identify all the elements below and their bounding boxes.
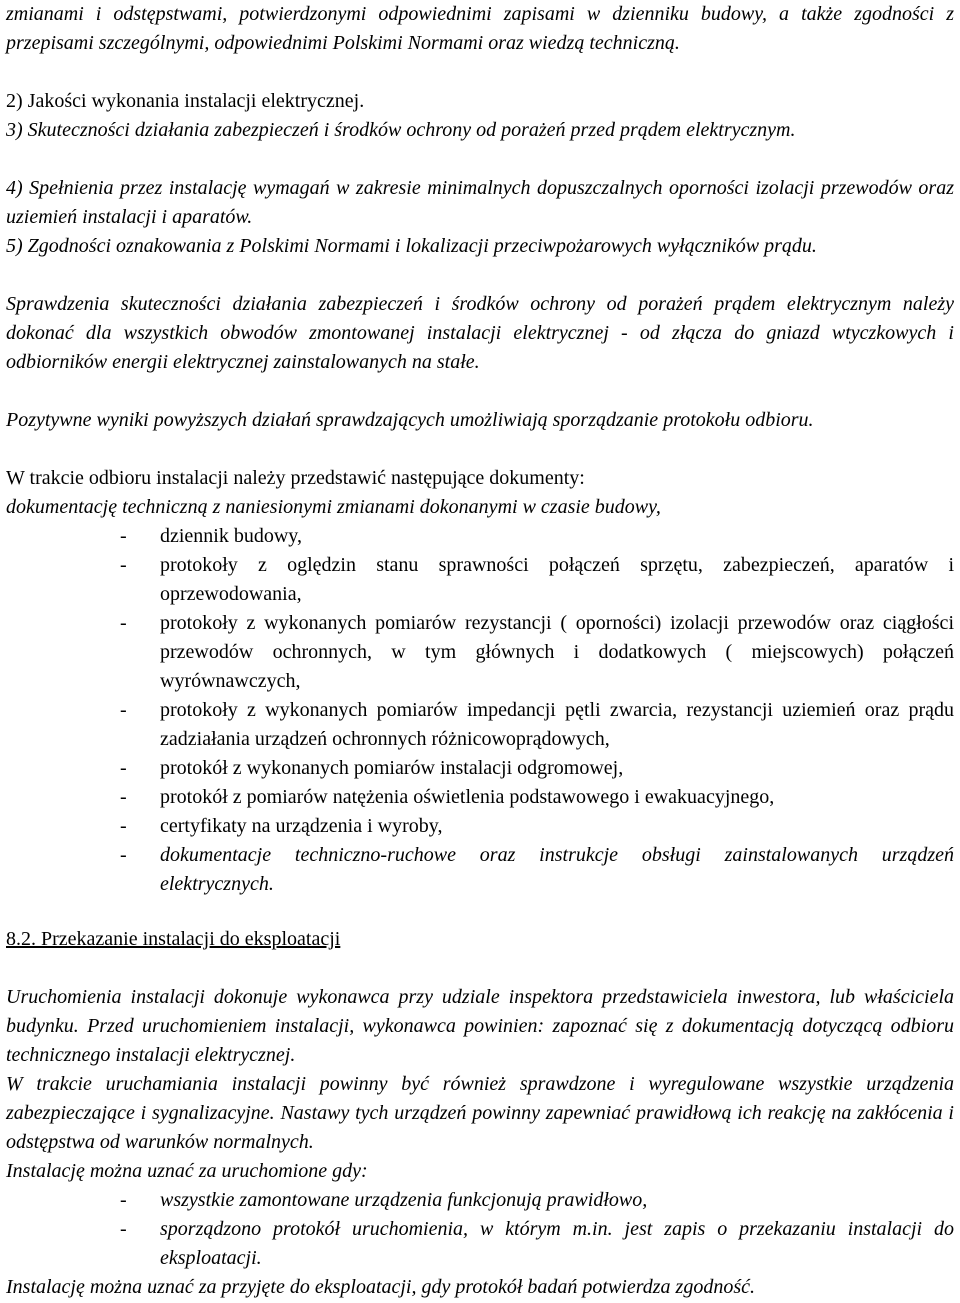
list-item-text: protokoły z wykonanych pomiarów impedancji pętli zwarcia, rezystancji uziemień oraz prądu zadziałania urządzeń ochronnych różnicowoprądowych, (160, 699, 954, 750)
paragraph-item-3: 3) Skuteczności działania zabezpieczeń i środków ochrony od porażeń przed prądem elektrycznym. (6, 119, 796, 141)
list-item-text: wszystkie zamontowane urządzenia funkcjonują prawidłowo, (160, 1189, 648, 1211)
paragraph-intro-continuation: zmianami i odstępstwami, potwierdzonymi odpowiednimi zapisami w dzienniku budowy, a także zgodności z przepisami szczególnymi, odpowiednimi Polskimi Normami oraz wiedzą techniczną. (6, 3, 954, 54)
list-dash: - (120, 612, 127, 634)
list-item-text: protokoły z wykonanych pomiarów rezystancji ( oporności) izolacji przewodów oraz ciągłości przewodów ochronnych, w tym głównych i dodatkowych ( miejscowych) połączeń wyrównawczych, (160, 612, 954, 692)
list-dash: - (120, 1218, 127, 1240)
paragraph-acceptance: Instalację można uznać za przyjęte do eksploatacji, gdy protokół badań potwierdza zgodność. (6, 1276, 755, 1298)
paragraph-protection-check: Sprawdzenia skuteczności działania zabezpieczeń i środków ochrony od porażeń prądem elektrycznym należy dokonać dla wszystkich obwodów zmontowanej instalacji elektrycznej - od złącza do gniazd wtyczkowych i odbiorników energii elektrycznej zainstalowanych na stałe. (6, 293, 954, 373)
list-item-text: dokumentacje techniczno-ruchowe oraz instrukcje obsługi zainstalowanych urządzeń elektrycznych. (160, 844, 954, 895)
list-item-text: dziennik budowy, (160, 525, 303, 547)
list-item-text: certyfikaty na urządzenia i wyroby, (160, 815, 443, 837)
paragraph-regulation: W trakcie uruchamiania instalacji powinny być również sprawdzone i wyregulowane wszystkie urządzenia zabezpieczające i sygnalizacyjne. Nastawy tych urządzeń powinny zapewniać prawidłową ich reakcję na zakłócenia i odstępstwa od warunków normalnych. (6, 1073, 954, 1153)
list-item-text: protokoły z oględzin stanu sprawności połączeń sprzętu, zabezpieczeń, aparatów i oprzewodowania, (160, 554, 954, 605)
paragraph-item-4: 4) Spełnienia przez instalację wymagań w zakresie minimalnych dopuszczalnych oporności izolacji przewodów oraz uziemień instalacji i aparatów. (6, 177, 954, 228)
list-item-text: protokół z pomiarów natężenia oświetlenia podstawowego i ewakuacyjnego, (160, 786, 775, 808)
paragraph-item-5: 5) Zgodności oznakowania z Polskimi Normami i lokalizacji przeciwpożarowych wyłączników prądu. (6, 235, 817, 257)
paragraph-positive-results: Pozytywne wyniki powyższych działań sprawdzających umożliwiają sporządzanie protokołu odbioru. (6, 409, 814, 431)
list-dash: - (120, 1189, 127, 1211)
list-dash: - (120, 554, 127, 576)
list-item-text: sporządzono protokół uruchomienia, w którym m.in. jest zapis o przekazaniu instalacji do eksploatacji. (160, 1218, 954, 1269)
list-dash: - (120, 844, 127, 866)
paragraph-documents-intro: W trakcie odbioru instalacji należy przedstawić następujące dokumenty: (6, 467, 585, 489)
paragraph-conditions-intro: Instalację można uznać za uruchomione gdy: (6, 1160, 368, 1182)
section-heading: 8.2. Przekazanie instalacji do eksploatacji (6, 928, 341, 950)
list-dash: - (120, 815, 127, 837)
list-dash: - (120, 786, 127, 808)
paragraph-commissioning: Uruchomienia instalacji dokonuje wykonawca przy udziale inspektora przedstawiciela inwestora, lub właściciela budynku. Przed uruchomieniem instalacji, wykonawca powinien: zapoznać się z dokumentacją dotyczącą odbioru technicznego instalacji elektrycznej. (6, 986, 954, 1066)
list-dash: - (120, 757, 127, 779)
paragraph-item-2: 2) Jakości wykonania instalacji elektrycznej. (6, 90, 365, 112)
list-dash: - (120, 699, 127, 721)
list-item-text: protokół z wykonanych pomiarów instalacji odgromowej, (160, 757, 624, 779)
paragraph-technical-docs: dokumentację techniczną z naniesionymi zmianami dokonanymi w czasie budowy, (6, 496, 661, 518)
list-dash: - (120, 525, 127, 547)
